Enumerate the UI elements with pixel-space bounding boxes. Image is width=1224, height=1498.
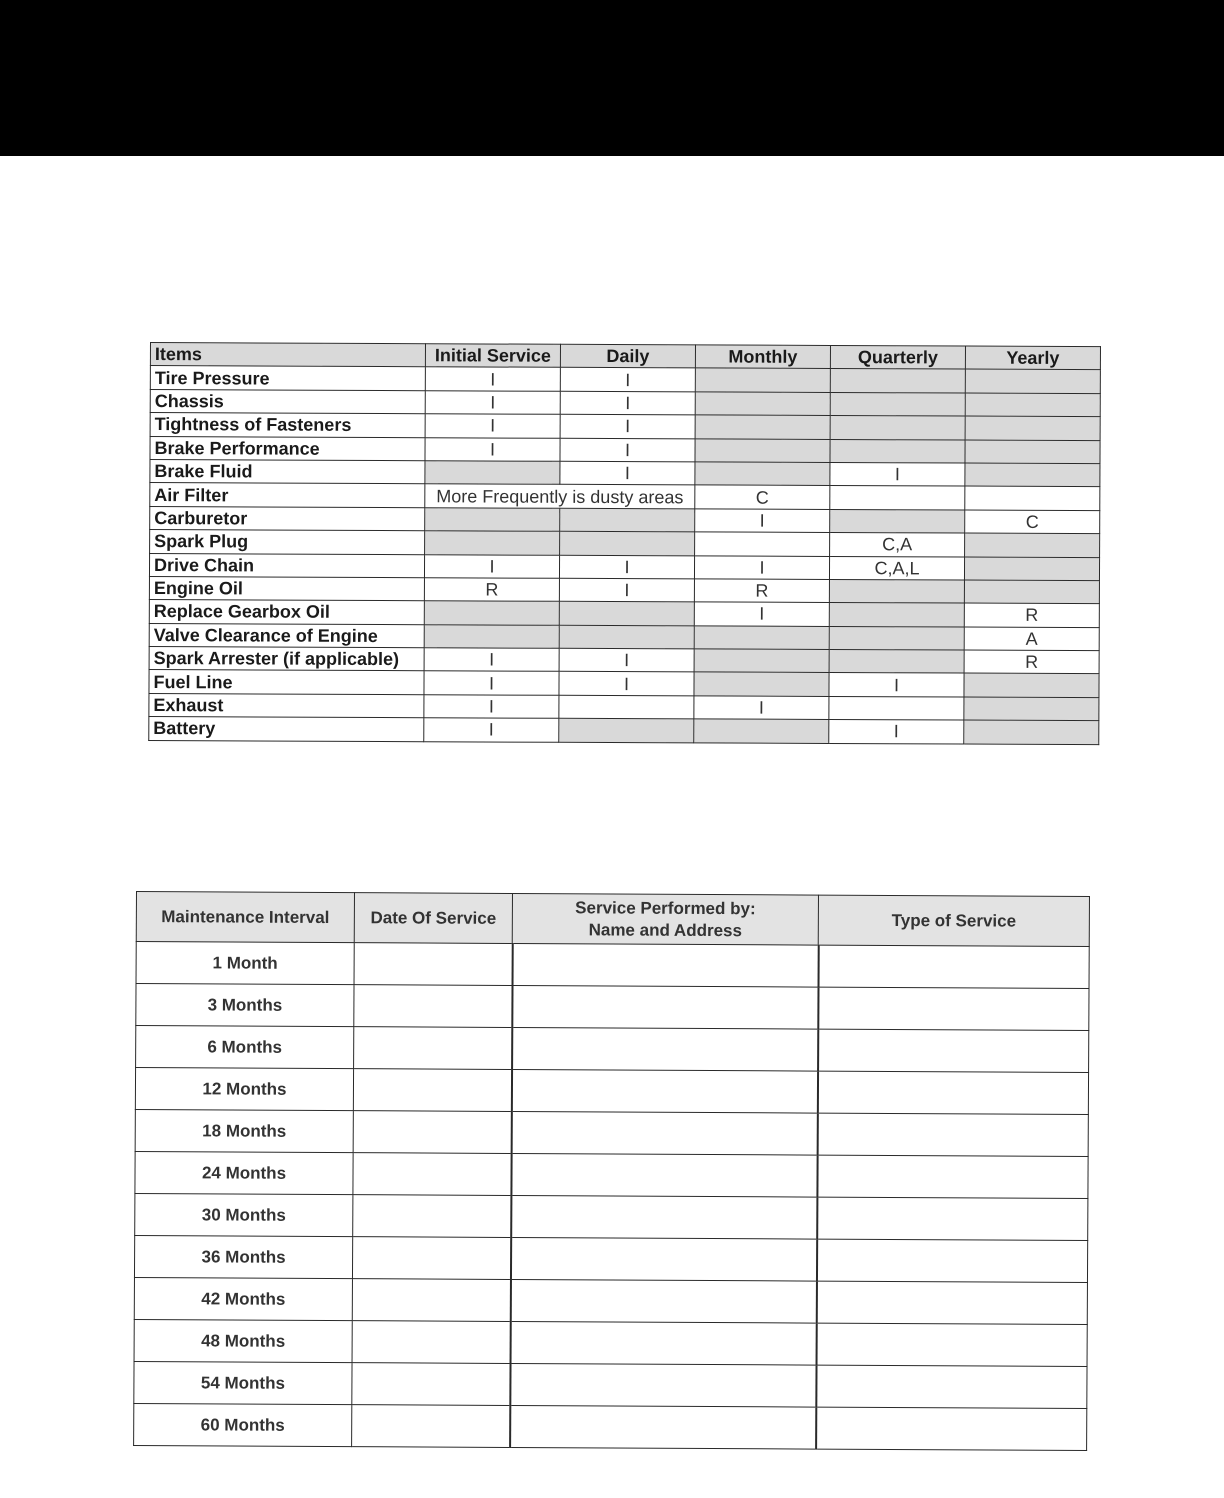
- col-header-initial-service: Initial Service: [425, 344, 560, 368]
- type-of-service-field[interactable]: [816, 1407, 1087, 1450]
- schedule-cell: C: [965, 510, 1100, 534]
- schedule-cell: A: [964, 627, 1099, 651]
- date-of-service-field[interactable]: [352, 1405, 510, 1448]
- schedule-item-label: Air Filter: [150, 483, 425, 508]
- schedule-cell: I: [424, 718, 559, 742]
- schedule-cell: [424, 624, 559, 648]
- date-of-service-field[interactable]: [352, 1363, 510, 1406]
- schedule-item-label: Brake Fluid: [150, 459, 425, 484]
- col-header-quarterly: Quarterly: [830, 345, 965, 369]
- schedule-cell: [425, 531, 560, 555]
- schedule-cell: I: [425, 390, 560, 414]
- schedule-item-label: Drive Chain: [149, 553, 424, 578]
- col-header-service-performed-by: [512, 893, 818, 945]
- service-performed-by-field[interactable]: [511, 1069, 817, 1113]
- schedule-cell: [559, 695, 694, 719]
- schedule-cell: [829, 696, 964, 720]
- type-of-service-field[interactable]: [818, 1029, 1089, 1072]
- schedule-cell: I: [695, 509, 830, 533]
- schedule-cell: [964, 674, 1099, 698]
- schedule-item-label: Replace Gearbox Oil: [149, 600, 424, 625]
- service-performed-by-field[interactable]: [510, 1279, 816, 1323]
- date-of-service-field[interactable]: [353, 1069, 511, 1112]
- col-header-monthly: Monthly: [695, 345, 830, 369]
- schedule-cell: [695, 462, 830, 486]
- col-header-yearly: Yearly: [965, 346, 1100, 370]
- schedule-cell: I: [560, 461, 695, 485]
- col-header-daily: Daily: [560, 344, 695, 368]
- type-of-service-field[interactable]: [817, 1197, 1088, 1240]
- schedule-cell: R: [964, 603, 1099, 627]
- schedule-cell: [695, 415, 830, 439]
- maintenance-interval-label: 60 Months: [134, 1403, 352, 1446]
- schedule-cell: [695, 368, 830, 392]
- schedule-cell: [560, 531, 695, 555]
- maintenance-interval-label: 1 Month: [136, 942, 354, 985]
- schedule-cell: [695, 438, 830, 462]
- schedule-cell: [694, 672, 829, 696]
- type-of-service-field[interactable]: [817, 1071, 1088, 1114]
- col-header-date-of-service: Date Of Service: [354, 893, 512, 944]
- type-of-service-field[interactable]: [817, 1155, 1088, 1198]
- schedule-item-label: Exhaust: [149, 693, 424, 718]
- log-row: [134, 1277, 1087, 1324]
- schedule-cell: I: [560, 391, 695, 415]
- col-header-items: Items: [150, 343, 425, 368]
- schedule-cell: C,A: [830, 533, 965, 557]
- schedule-cell: I: [425, 367, 560, 391]
- schedule-cell: C: [695, 485, 830, 509]
- schedule-item-label: Tightness of Fasteners: [150, 413, 425, 438]
- schedule-cell: I: [424, 671, 559, 695]
- schedule-cell: R: [964, 650, 1099, 674]
- schedule-cell: [694, 719, 829, 743]
- type-of-service-field[interactable]: [816, 1281, 1087, 1324]
- service-performed-by-field[interactable]: [511, 1195, 817, 1239]
- log-row: [134, 1403, 1087, 1450]
- schedule-cell: [560, 508, 695, 532]
- log-header-row: [136, 892, 1089, 947]
- schedule-cell: I: [559, 555, 694, 579]
- schedule-item-label: Chassis: [150, 389, 425, 414]
- date-of-service-field[interactable]: [353, 1111, 511, 1154]
- service-performed-by-field[interactable]: [512, 1027, 818, 1071]
- service-performed-by-field[interactable]: [512, 985, 818, 1029]
- type-of-service-field[interactable]: [817, 1113, 1088, 1156]
- date-of-service-field[interactable]: [352, 1279, 510, 1322]
- schedule-cell: [965, 369, 1100, 393]
- schedule-cell: [695, 392, 830, 416]
- maintenance-interval-label: 24 Months: [135, 1151, 353, 1194]
- col-header-type-of-service: Type of Service: [818, 895, 1089, 946]
- maintenance-interval-label: 36 Months: [134, 1235, 352, 1278]
- schedule-cell: I: [559, 672, 694, 696]
- schedule-cell: [559, 602, 694, 626]
- maintenance-interval-label: 3 Months: [136, 984, 354, 1027]
- top-black-band: [0, 0, 1224, 156]
- type-of-service-field[interactable]: [816, 1365, 1087, 1408]
- maintenance-interval-label: 18 Months: [135, 1109, 353, 1152]
- schedule-item-label: Fuel Line: [149, 670, 424, 695]
- schedule-cell: [425, 461, 560, 485]
- schedule-cell: [965, 416, 1100, 440]
- date-of-service-field[interactable]: [354, 985, 512, 1028]
- log-row: [135, 1193, 1088, 1240]
- schedule-cell: I: [829, 673, 964, 697]
- schedule-cell: [965, 486, 1100, 510]
- maintenance-interval-label: 48 Months: [134, 1319, 352, 1362]
- log-row: [136, 942, 1089, 989]
- schedule-item-label: Battery: [149, 717, 424, 742]
- schedule-cell: [829, 650, 964, 674]
- schedule-cell: [694, 649, 829, 673]
- schedule-cell: [964, 580, 1099, 604]
- log-row: [136, 984, 1089, 1031]
- log-row: [135, 1151, 1088, 1198]
- schedule-cell: [964, 720, 1099, 744]
- date-of-service-field[interactable]: [354, 1027, 512, 1070]
- log-row: [134, 1319, 1087, 1366]
- schedule-cell: I: [694, 696, 829, 720]
- service-performed-by-line2: Name and Address: [588, 919, 743, 940]
- date-of-service-field[interactable]: [352, 1321, 510, 1364]
- maintenance-interval-label: 54 Months: [134, 1361, 352, 1404]
- schedule-cell: I: [694, 555, 829, 579]
- date-of-service-field[interactable]: [352, 1237, 510, 1280]
- schedule-note: More Frequently is dusty areas: [425, 484, 695, 509]
- service-performed-by-field[interactable]: [511, 1111, 817, 1155]
- log-row: [135, 1109, 1088, 1156]
- schedule-cell: I: [829, 720, 964, 744]
- schedule-cell: I: [425, 437, 560, 461]
- schedule-item-label: Brake Performance: [150, 436, 425, 461]
- service-performed-by-field[interactable]: [510, 1363, 816, 1407]
- service-performed-by-field[interactable]: [510, 1321, 816, 1365]
- schedule-cell: [830, 509, 965, 533]
- schedule-cell: I: [424, 695, 559, 719]
- date-of-service-field[interactable]: [353, 1153, 511, 1196]
- log-row: [134, 1361, 1087, 1408]
- schedule-cell: [964, 697, 1099, 721]
- schedule-cell: [830, 416, 965, 440]
- schedule-cell: [964, 557, 1099, 581]
- date-of-service-field[interactable]: [353, 1195, 511, 1238]
- service-performed-by-field[interactable]: [510, 1405, 816, 1449]
- schedule-cell: I: [694, 602, 829, 626]
- schedule-cell: R: [694, 579, 829, 603]
- type-of-service-field[interactable]: [816, 1323, 1087, 1366]
- type-of-service-field[interactable]: [818, 987, 1089, 1030]
- maintenance-schedule-table: [148, 342, 1101, 745]
- schedule-cell: [830, 392, 965, 416]
- schedule-cell: [965, 463, 1100, 487]
- schedule-cell: [965, 440, 1100, 464]
- log-row: [134, 1235, 1087, 1282]
- schedule-cell: [830, 486, 965, 510]
- schedule-cell: [424, 601, 559, 625]
- type-of-service-field[interactable]: [818, 945, 1089, 988]
- col-header-maintenance-interval: Maintenance Interval: [136, 892, 354, 943]
- maintenance-interval-label: 12 Months: [135, 1068, 353, 1111]
- service-performed-by-field[interactable]: [512, 943, 818, 987]
- schedule-cell: [830, 439, 965, 463]
- schedule-cell: [829, 579, 964, 603]
- schedule-item-label: Engine Oil: [149, 576, 424, 601]
- schedule-cell: [425, 507, 560, 531]
- service-performed-by-field[interactable]: [510, 1237, 816, 1281]
- schedule-item-label: Spark Arrester (if applicable): [149, 647, 424, 672]
- schedule-cell: I: [424, 554, 559, 578]
- schedule-item-label: Spark Plug: [150, 530, 425, 555]
- schedule-cell: I: [560, 438, 695, 462]
- schedule-cell: [829, 626, 964, 650]
- service-log-table: [133, 891, 1090, 1451]
- service-performed-by-field[interactable]: [511, 1153, 817, 1197]
- schedule-cell: R: [424, 578, 559, 602]
- maintenance-interval-label: 42 Months: [134, 1277, 352, 1320]
- schedule-cell: [829, 603, 964, 627]
- maintenance-interval-label: 30 Months: [135, 1193, 353, 1236]
- schedule-item-label: Carburetor: [150, 506, 425, 531]
- schedule-item-label: Valve Clearance of Engine: [149, 623, 424, 648]
- schedule-item-label: Tire Pressure: [150, 366, 425, 391]
- schedule-cell: I: [424, 648, 559, 672]
- type-of-service-field[interactable]: [816, 1239, 1087, 1282]
- schedule-cell: I: [559, 648, 694, 672]
- schedule-cell: I: [830, 462, 965, 486]
- schedule-cell: [694, 626, 829, 650]
- maintenance-interval-label: 6 Months: [136, 1026, 354, 1069]
- log-row: [136, 1026, 1089, 1073]
- schedule-cell: I: [560, 368, 695, 392]
- schedule-cell: [559, 719, 694, 743]
- schedule-cell: I: [560, 414, 695, 438]
- schedule-cell: [695, 532, 830, 556]
- log-row: [135, 1068, 1088, 1115]
- schedule-cell: [559, 625, 694, 649]
- schedule-cell: I: [425, 414, 560, 438]
- schedule-cell: [965, 533, 1100, 557]
- schedule-cell: C,A,L: [829, 556, 964, 580]
- schedule-cell: [965, 393, 1100, 417]
- schedule-cell: [830, 369, 965, 393]
- schedule-row: [149, 717, 1099, 745]
- service-performed-by-line1: Service Performed by:: [575, 897, 756, 918]
- schedule-cell: I: [559, 578, 694, 602]
- date-of-service-field[interactable]: [354, 943, 512, 986]
